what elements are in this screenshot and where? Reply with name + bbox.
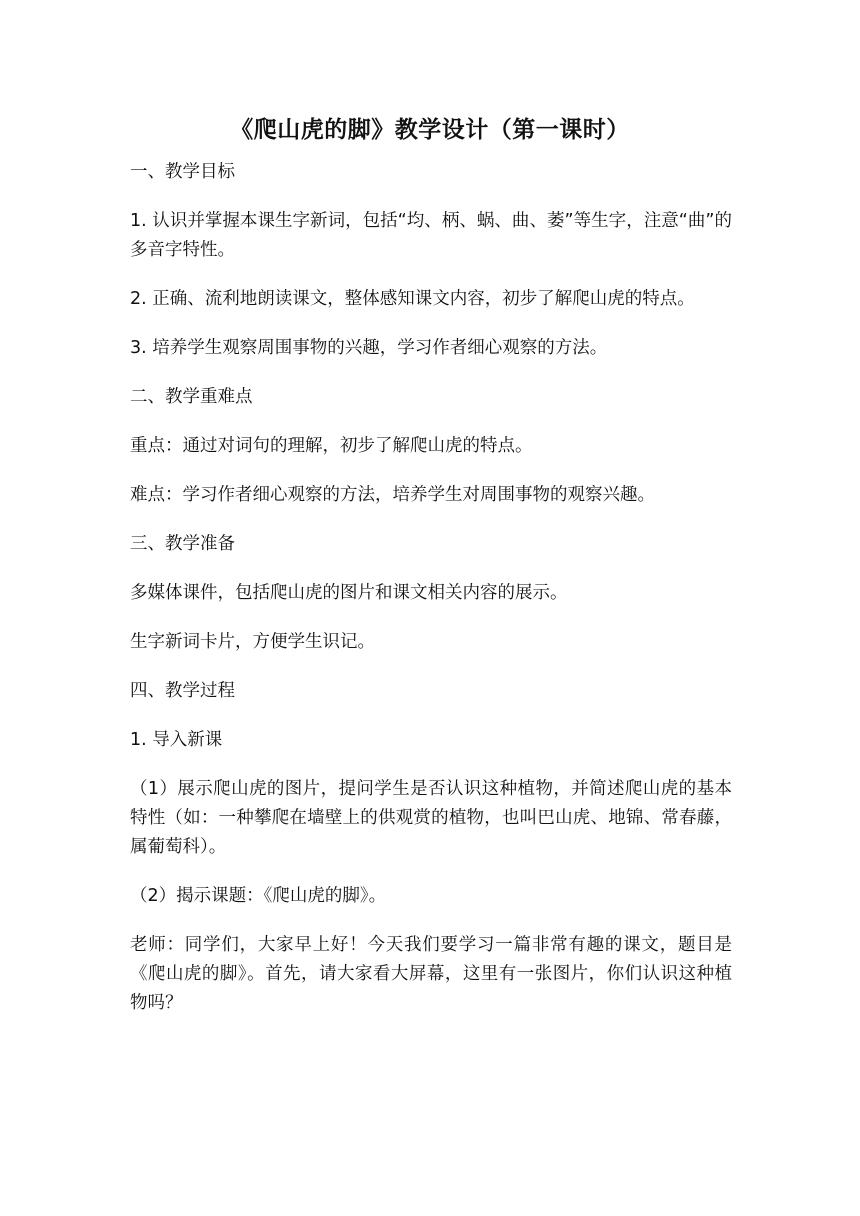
process-step-1-1: （1）展示爬山虎的图片，提问学生是否认识这种植物，并简述爬山虎的基本特性（如：一种攀爬在墙壁上的供观赏的植物，也叫巴山虎、地锦、常春藤，属葡萄科）。 (130, 779, 732, 857)
section-heading-preparation: 三、教学准备 (130, 534, 235, 554)
preparation-item-2: 生字新词卡片，方便学生识记。 (130, 632, 375, 652)
keypoint-text: 重点：通过对词句的理解，初步了解爬山虎的特点。 (130, 436, 533, 456)
goal-item-3: 3. 培养学生观察周围事物的兴趣，学习作者细心观察的方法。 (130, 338, 608, 358)
difficulty-text: 难点：学习作者细心观察的方法，培养学生对周围事物的观察兴趣。 (130, 485, 655, 505)
process-step-1-2: （2）揭示课题：《爬山虎的脚》。 (130, 886, 387, 906)
preparation-item-1: 多媒体课件，包括爬山虎的图片和课文相关内容的展示。 (130, 583, 568, 603)
goal-item-2: 2. 正确、流利地朗读课文，整体感知课文内容，初步了解爬山虎的特点。 (130, 289, 695, 309)
section-heading-goals: 一、教学目标 (130, 162, 235, 182)
goal-item-1: 1. 认识并掌握本课生字新词，包括“均、柄、蜗、曲、萎”等生字，注意“曲”的多音字特性。 (130, 211, 732, 260)
teacher-speech: 老师：同学们，大家早上好！今天我们要学习一篇非常有趣的课文，题目是《爬山虎的脚》。首先，请大家看大屏幕，这里有一张图片，你们认识这种植物吗？ (130, 935, 732, 1013)
process-step-1: 1. 导入新课 (130, 730, 223, 750)
section-heading-keypoints: 二、教学重难点 (130, 387, 253, 407)
document-body (130, 158, 732, 1018)
document-title: 《爬山虎的脚》教学设计（第一课时） (230, 117, 630, 143)
section-heading-process: 四、教学过程 (130, 681, 235, 701)
